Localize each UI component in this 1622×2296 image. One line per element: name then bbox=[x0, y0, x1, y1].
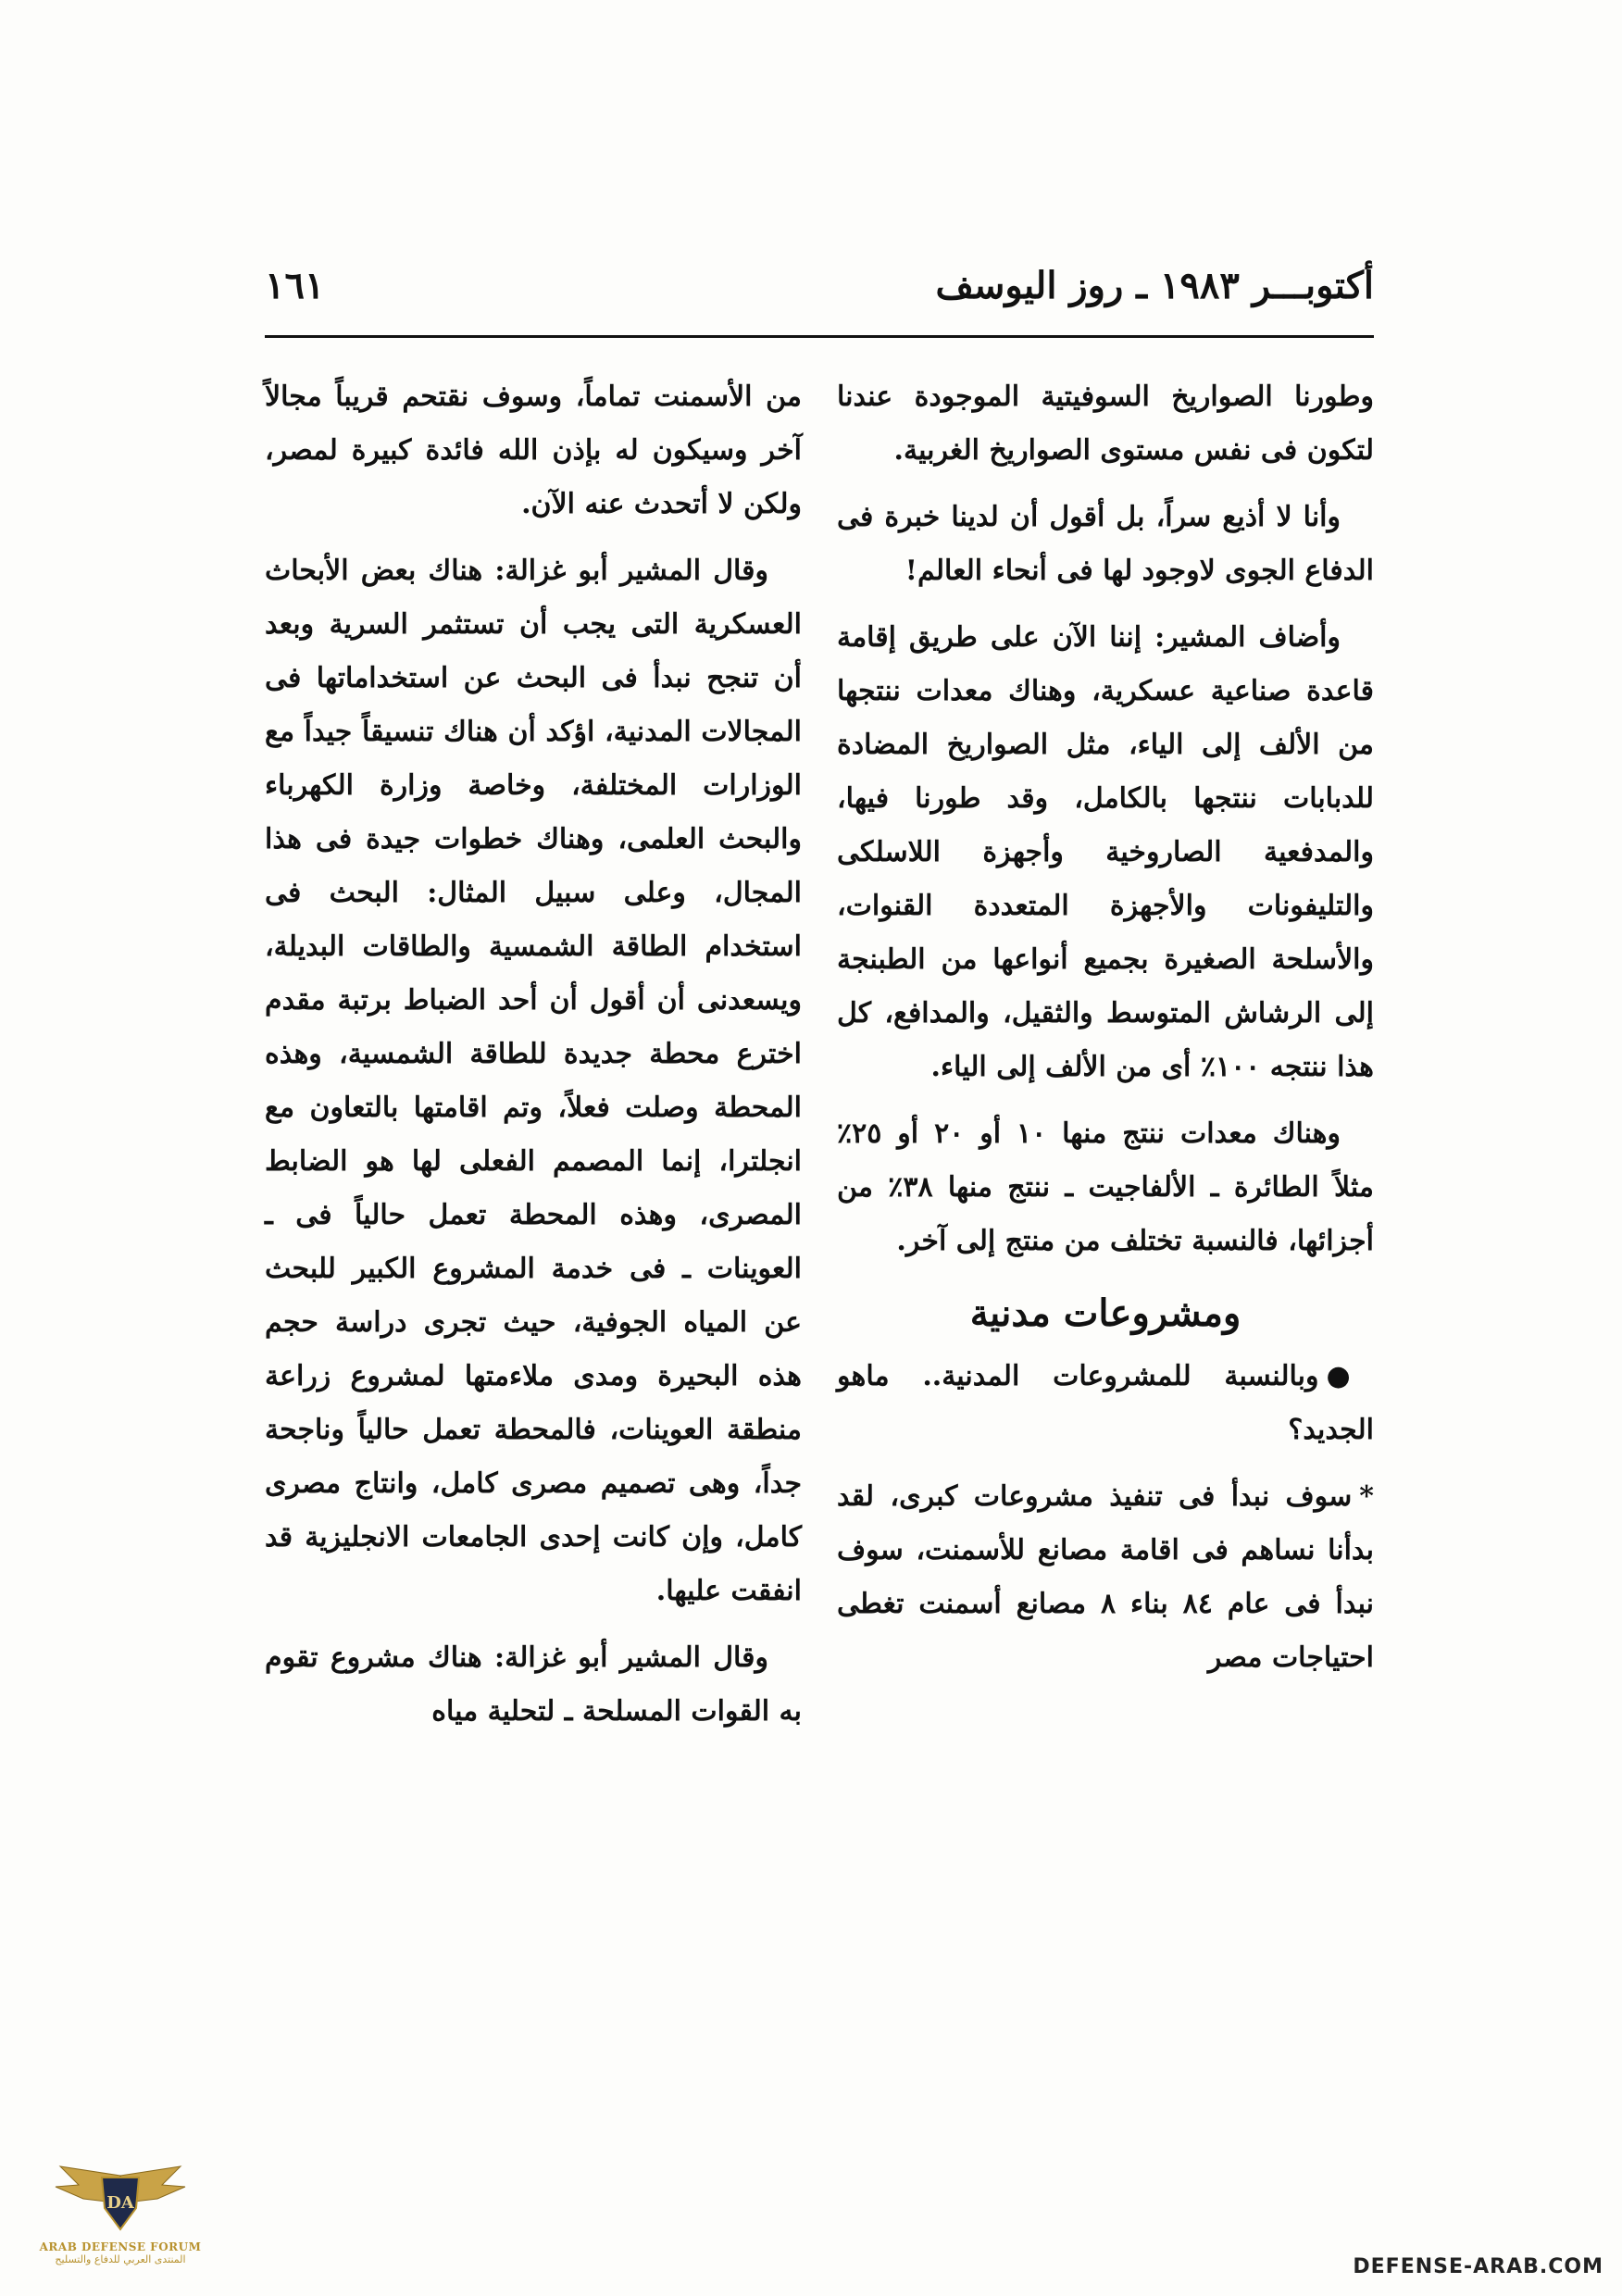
page-number: ١٦١ bbox=[265, 264, 325, 307]
logo-initials: DA bbox=[106, 2193, 134, 2213]
asterisk-icon: * bbox=[1359, 1480, 1374, 1513]
interview-question bbox=[837, 1350, 1374, 1457]
bullet-icon: ● bbox=[1326, 1360, 1374, 1392]
article-paragraph: وطورنا الصواريخ السوفيتية الموجودة عندنا لتكون فى نفس مستوى الصواريخ الغربية. bbox=[837, 381, 1374, 467]
section-heading: ومشروعات مدنية bbox=[969, 1292, 1241, 1335]
forum-logo bbox=[37, 2157, 204, 2287]
site-watermark: DEFENSE-ARAB.COM bbox=[1353, 2255, 1603, 2278]
logo-text-english: ARAB DEFENSE FORUM bbox=[39, 2240, 202, 2253]
article-paragraph: من الأسمنت تماماً، وسوف نقتحم قريباً مجالاً آخر وسيكون له بإذن الله فائدة كبيرة لمصر، ولكن لا أتحدث عنه الآن. bbox=[265, 381, 802, 520]
logo-text-arabic: المنتدى العربي للدفاع والتسليح bbox=[55, 2253, 186, 2265]
article-paragraph: وقال المشير أبو غزالة: هناك مشروع تقوم به القوات المسلحة ـ لتحلية مياه bbox=[265, 1641, 802, 1728]
question-text: وبالنسبة للمشروعات المدنية.. ماهو الجديد؟ bbox=[837, 1360, 1374, 1446]
right-column bbox=[837, 370, 1374, 1698]
running-header-title: أكتوبـــر ١٩٨٣ ـ روز اليوسف bbox=[935, 264, 1374, 307]
header-divider bbox=[265, 335, 1374, 338]
interview-answer bbox=[837, 1470, 1374, 1685]
page-header bbox=[265, 264, 1374, 319]
article-paragraph: وأنا لا أذيع سراً، بل أقول أن لدينا خبرة فى الدفاع الجوى لاوجود لها فى أنحاء العالم! bbox=[837, 501, 1374, 587]
eagle-shield-icon bbox=[51, 2157, 190, 2240]
answer-text: سوف نبدأ فى تنفيذ مشروعات كبرى، لقد بدأنا نساهم فى اقامة مصانع للأسمنت، سوف نبدأ فى عام ٨٤ بناء ٨ مصانع أسمنت تغطى احتياجات مصر bbox=[837, 1480, 1374, 1674]
article-paragraph: وأضاف المشير: إننا الآن على طريق إقامة قاعدة صناعية عسكرية، وهناك معدات ننتجها من الألف إلى الياء، مثل الصواريخ المضادة للدبابات ننتجها بالكامل، وقد طورنا فيها، والمدفعية الصاروخية وأجهزة اللاسلكى والتليفونات والأجهزة المتعددة القنوات، والأسلحة الصغيرة بجميع أنواعها من الطبنجة إلى الرشاش المتوسط والثقيل، والمدافع، كل هذا ننتجه ١٠٠٪ أى من الألف إلى الياء. bbox=[837, 621, 1374, 1083]
article-paragraph: وهناك معدات ننتج منها ١٠ أو ٢٠ أو ٢٥٪ مثلاً الطائرة ـ الألفاجيت ـ ننتج منها ٣٨٪ من أجزائها، فالنسبة تختلف من منتج إلى آخر. bbox=[837, 1117, 1374, 1257]
article-paragraph: وقال المشير أبو غزالة: هناك بعض الأبحاث العسكرية التى يجب أن تستثمر السرية وبعد أن تنجح نبدأ فى البحث عن استخداماتها فى المجالات المدنية، اؤكد أن هناك تنسيقاً جيداً مع الوزارات المختلفة، وخاصة وزارة الكهرباء والبحث العلمى، وهناك خطوات جيدة فى هذا المجال، وعلى سبيل المثال: البحث فى استخدام الطاقة الشمسية والطاقات البديلة، ويسعدنى أن أقول أن أحد الضباط برتبة مقدم اخترع محطة جديدة للطاقة الشمسية، وهذه المحطة وصلت فعلاً، وتم اقامتها بالتعاون مع انجلترا، إنما المصمم الفعلى لها هو الضابط المصرى، وهذه المحطة تعمل حالياً فى ـ العوينات ـ فى خدمة المشروع الكبير للبحث عن المياه الجوفية، حيث تجرى دراسة حجم هذه البحيرة ومدى ملاءمتها لمشروع زراعة منطقة العوينات، فالمحطة تعمل حالياً وناجحة جداً، وهى تصميم مصرى كامل، وانتاج مصرى كامل، وإن كانت إحدى الجامعات الانجليزية قد انفقت عليها. bbox=[265, 555, 802, 1607]
left-column bbox=[265, 370, 802, 1752]
